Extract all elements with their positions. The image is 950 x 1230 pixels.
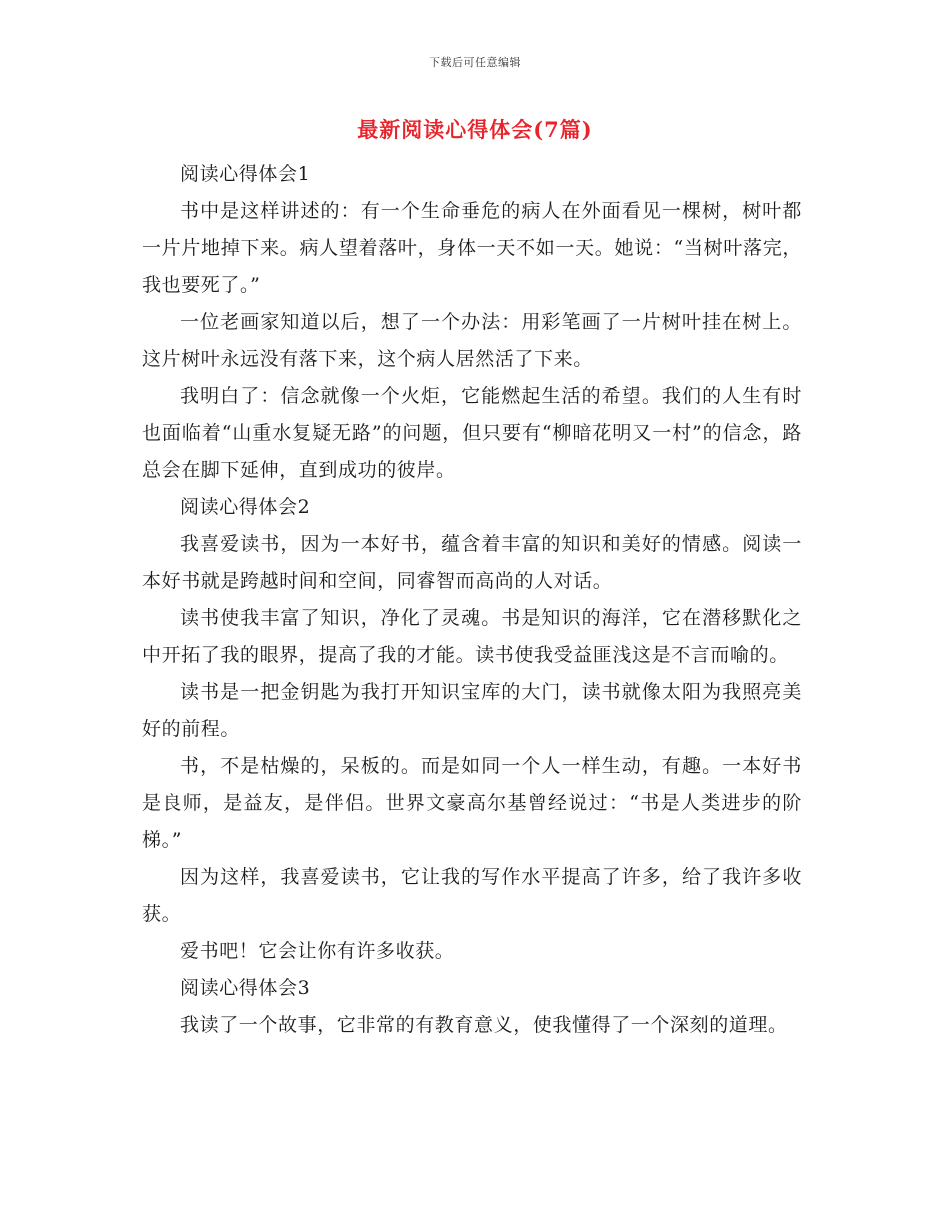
paragraph: 读书是一把金钥匙为我打开知识宝库的大门，读书就像太阳为我照亮美好的前程。 — [142, 681, 802, 740]
section-heading: 阅读心得体会2 — [180, 496, 311, 518]
paragraph: 爱书吧！它会让你有许多收获。 — [180, 940, 455, 962]
paragraph: 我喜爱读书，因为一本好书，蕴含着丰富的知识和美好的情感。阅读一本好书就是跨越时间和空间，同睿智而高尚的人对话。 — [142, 533, 802, 592]
document-title: 最新阅读心得体会(7篇) — [357, 117, 593, 142]
paragraph: 读书使我丰富了知识，净化了灵魂。书是知识的海洋，它在潜移默化之中开拓了我的眼界，提高了我的才能。读书使我受益匪浅这是不言而喻的。 — [142, 607, 802, 666]
paragraph: 我明白了：信念就像一个火炬，它能燃起生活的希望。我们的人生有时也面临着“山重水复疑无路”的问题，但只要有“柳暗花明又一村”的信念，路总会在脚下延伸，直到成功的彼岸。 — [142, 385, 802, 481]
paragraph: 书中是这样讲述的：有一个生命垂危的病人在外面看见一棵树，树叶都一片片地掉下来。病人望着落叶，身体一天不如一天。她说：“当树叶落完，我也要死了。” — [142, 200, 802, 296]
paragraph: 书，不是枯燥的，呆板的。而是如同一个人一样生动，有趣。一本好书是良师，是益友，是伴侣。世界文豪高尔基曾经说过：“书是人类进步的阶梯。” — [142, 755, 802, 851]
header-note: 下载后可任意编辑 — [429, 56, 521, 69]
paragraph: 因为这样，我喜爱读书，它让我的写作水平提高了许多，给了我许多收获。 — [142, 866, 802, 925]
document-body — [142, 156, 802, 1044]
paragraph: 一位老画家知道以后，想了一个办法：用彩笔画了一片树叶挂在树上。这片树叶永远没有落下来，这个病人居然活了下来。 — [142, 311, 802, 370]
section-heading: 阅读心得体会3 — [180, 977, 311, 999]
section-heading: 阅读心得体会1 — [180, 163, 311, 185]
paragraph: 我读了一个故事，它非常的有教育意义，使我懂得了一个深刻的道理。 — [180, 1014, 788, 1036]
